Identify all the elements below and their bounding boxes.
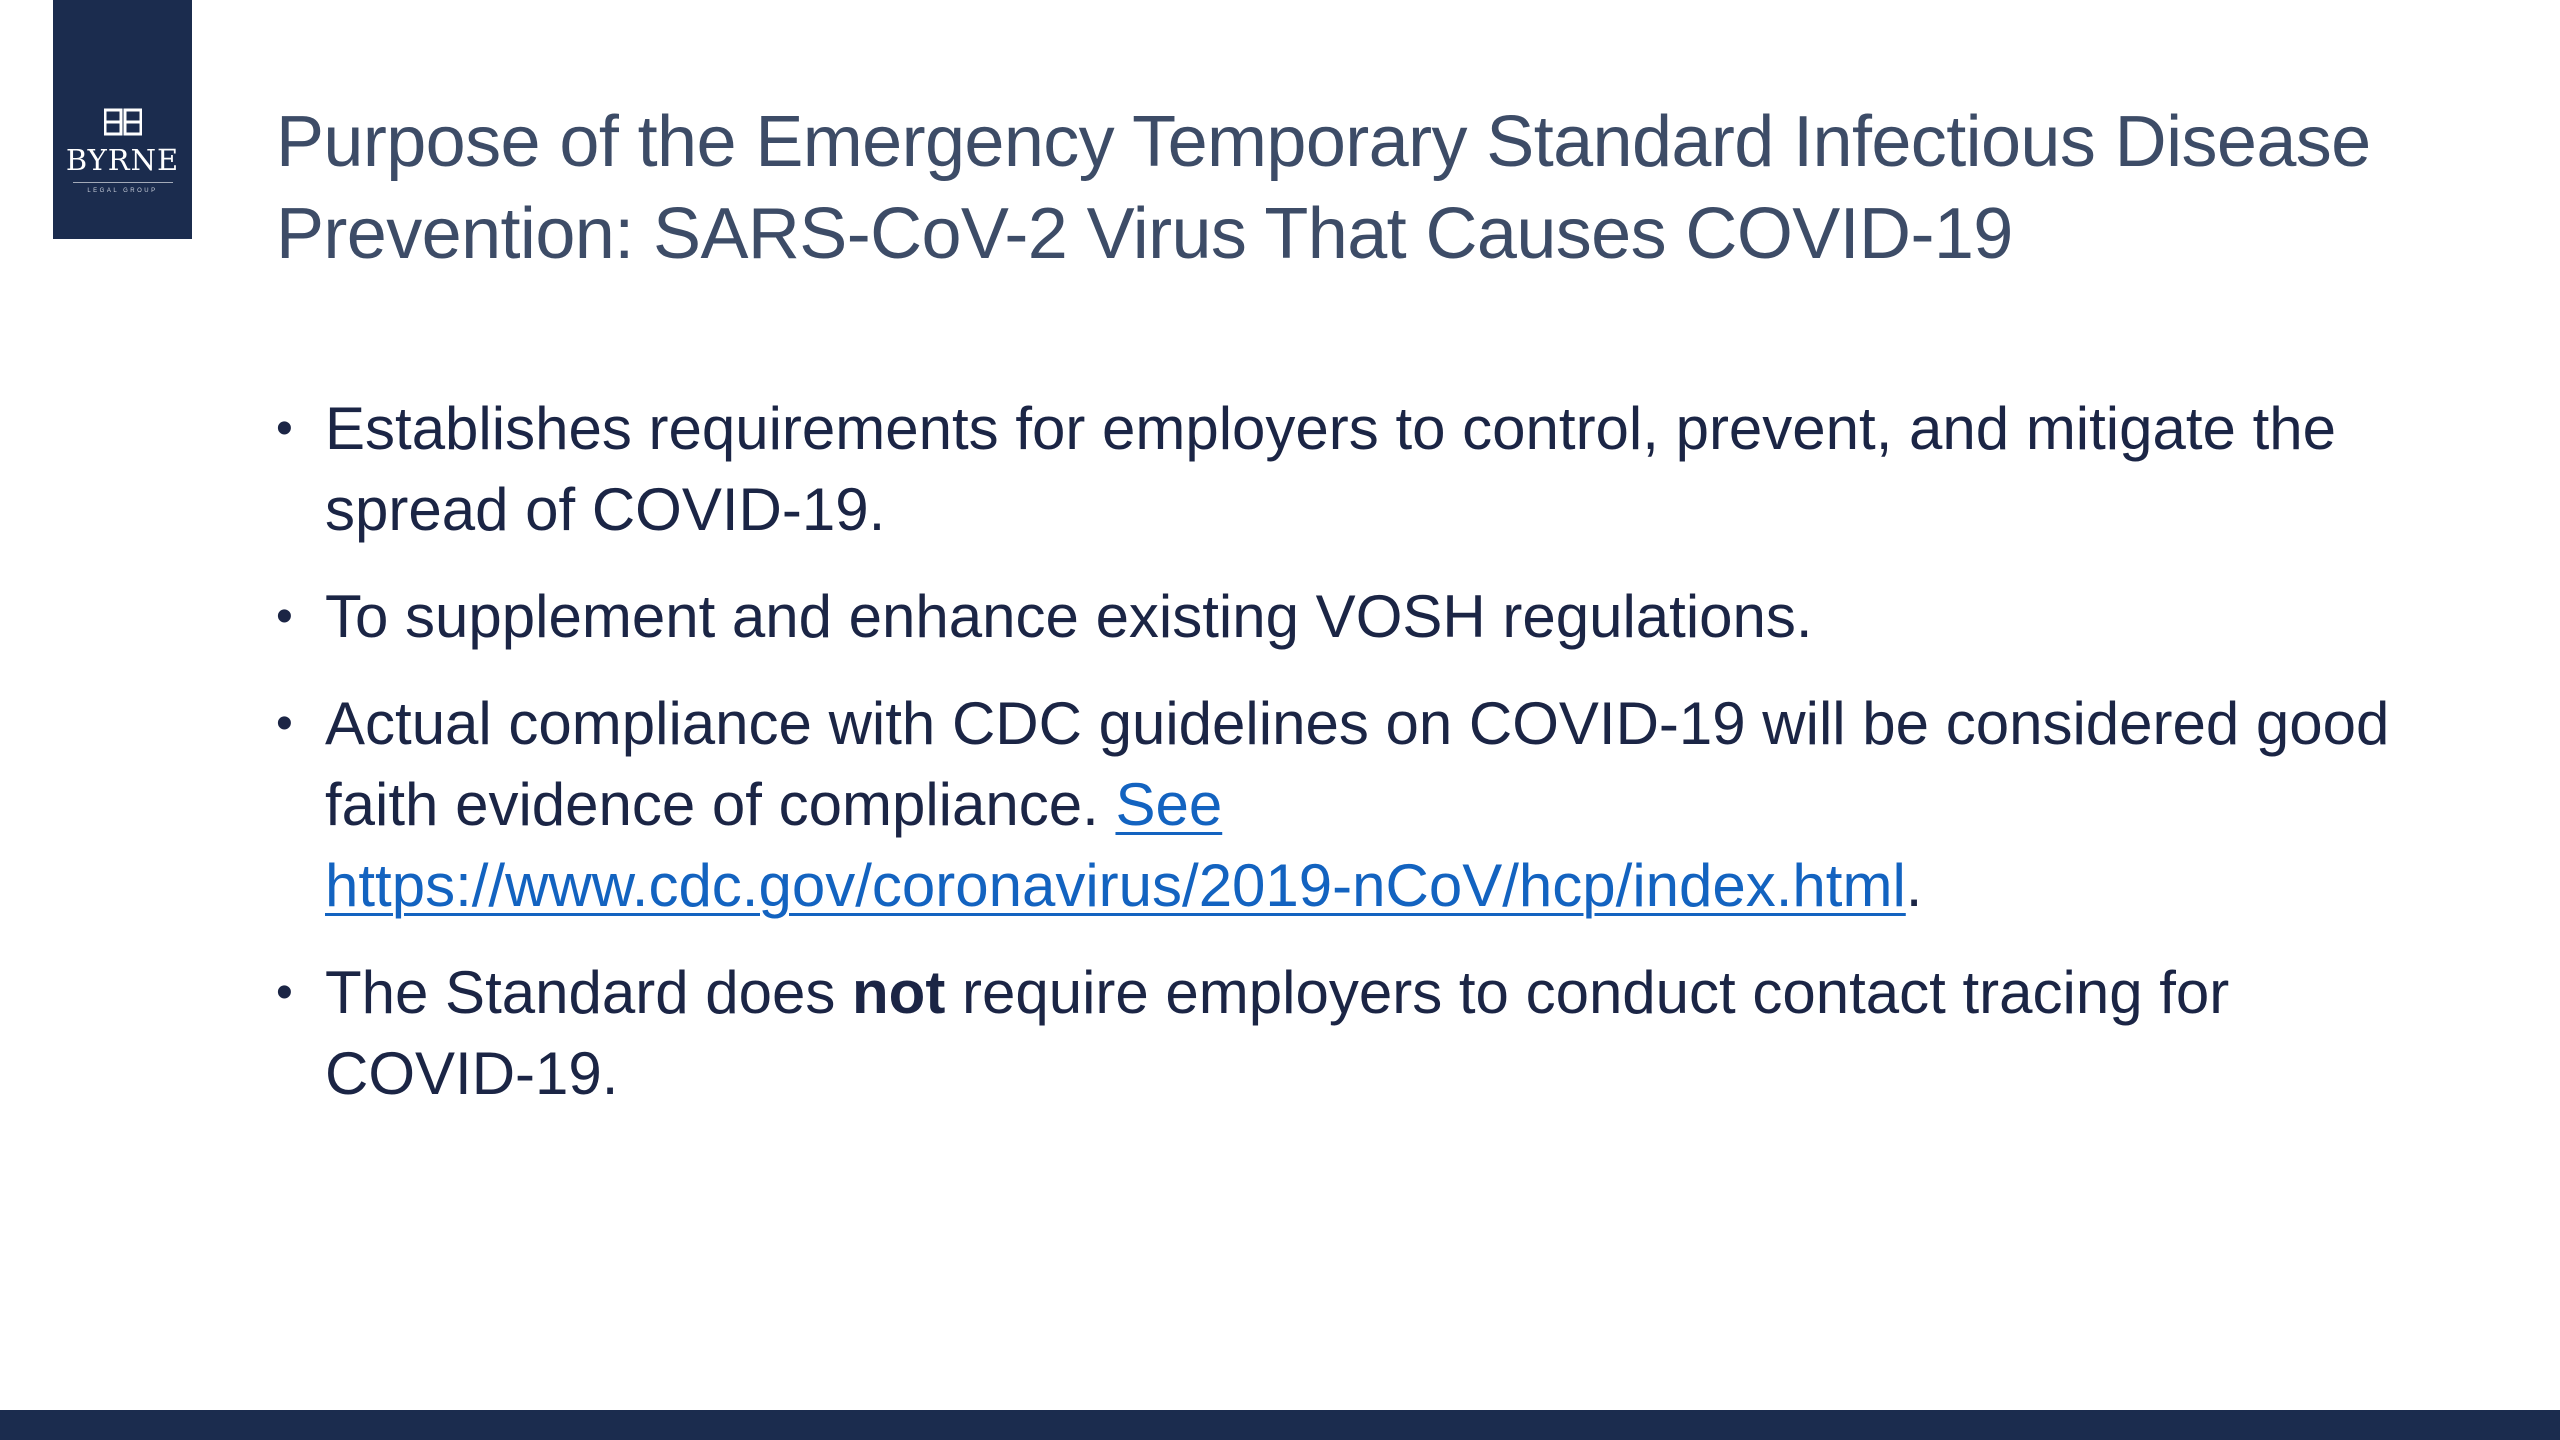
logo-divider <box>73 182 173 183</box>
bullet-item <box>276 388 2396 550</box>
bullet-list <box>276 388 2396 1140</box>
slide-title: Purpose of the Emergency Temporary Standard Infectious Disease Prevention: SARS-CoV-2 Virus That Causes COVID-19 <box>276 102 2371 274</box>
bullet-marker: • <box>276 590 293 643</box>
footer-bar <box>0 1410 2560 1440</box>
cdc-url-link[interactable]: https://www.cdc.gov/coronavirus/2019-nCoV/hcp/index.html <box>325 852 1906 919</box>
bullet-text: The Standard does <box>325 959 836 1026</box>
bullet-item <box>276 683 2396 926</box>
bullet-marker: • <box>276 697 293 750</box>
bullet-text: Actual compliance with CDC guidelines on COVID-19 will be considered good faith evidence of compliance. <box>325 690 2390 838</box>
logo-subtitle: LEGAL GROUP <box>87 188 158 194</box>
bullet-text: To supplement and enhance existing VOSH regulations. <box>325 583 1813 650</box>
bullet-text-end: . <box>1905 852 1923 919</box>
bullet-item <box>276 576 2396 657</box>
emphasis-text: not <box>852 959 946 1026</box>
bullet-text: Establishes requirements for employers to control, prevent, and mitigate the spread of COVID-19. <box>325 395 2336 543</box>
logo-wordmark: BYRNE <box>65 143 180 177</box>
see-link[interactable]: See <box>1115 771 1223 838</box>
bullet-item <box>276 952 2396 1114</box>
bb-monogram-icon <box>104 108 142 136</box>
byrne-logo <box>53 0 192 239</box>
bullet-text-end: require employers to conduct contact tracing for COVID-19. <box>325 959 2230 1107</box>
bullet-marker: • <box>276 402 293 455</box>
bullet-marker: • <box>276 966 293 1019</box>
